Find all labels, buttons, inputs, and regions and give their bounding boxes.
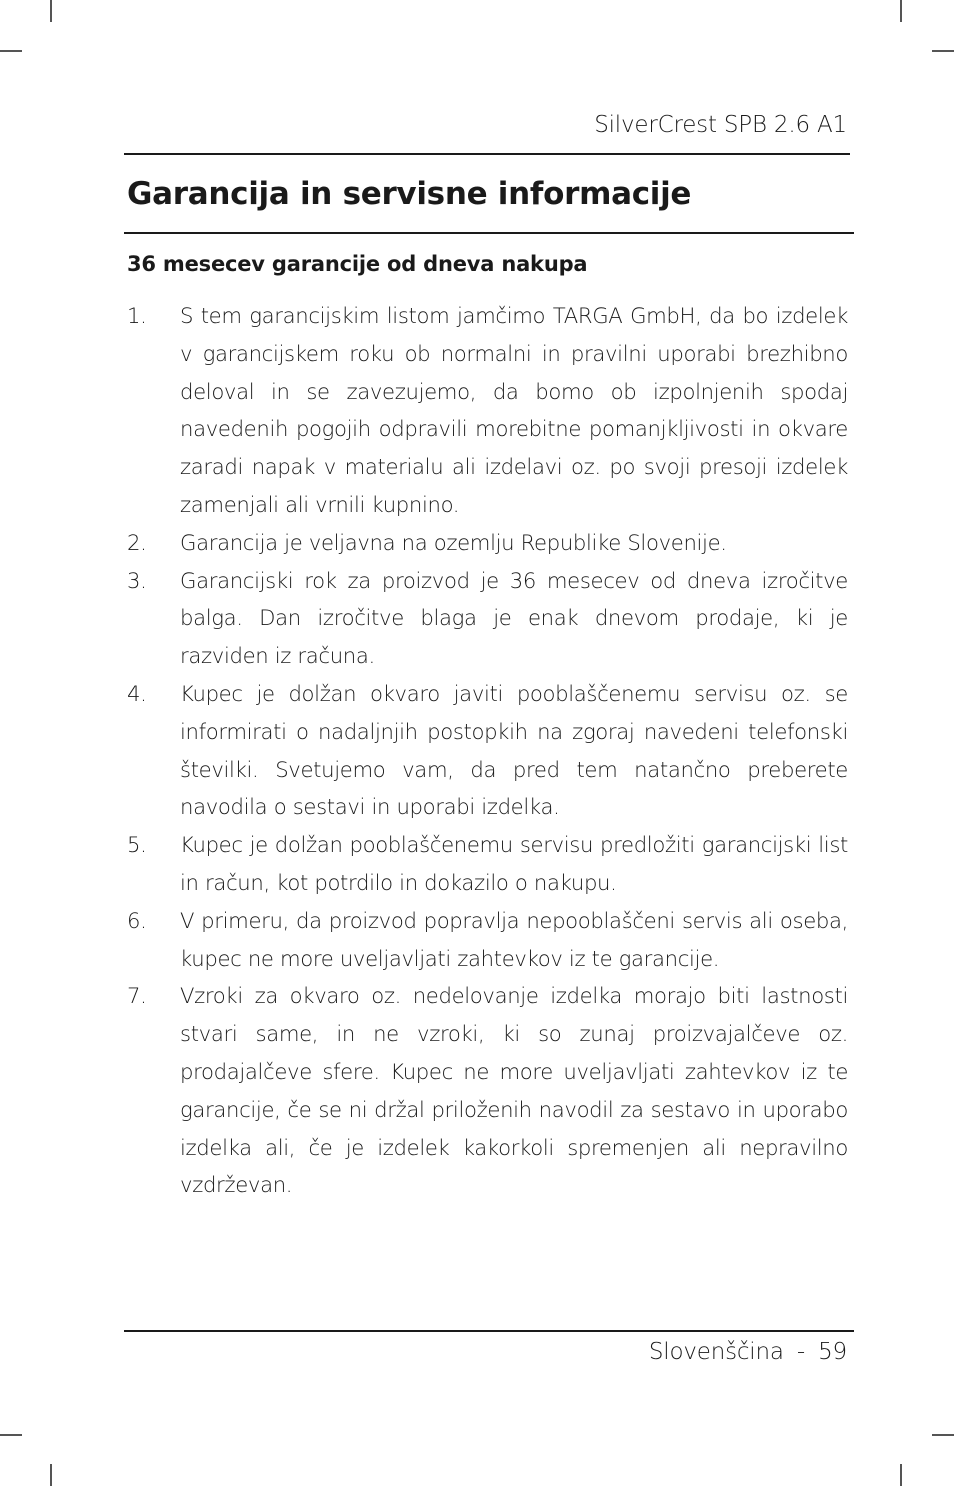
list-item	[127, 902, 848, 978]
item-text: Kupec je dolžan okvaro javiti pooblaščenemu servisu oz. se informirati o nadaljnjih postopkih na zgoraj navedeni telefonski številki. Svetujemo vam, da pred tem natančno preberete navodila o sestavi in uporabi izdelka.	[180, 680, 848, 820]
running-header	[124, 112, 847, 138]
crop-mark	[50, 1464, 52, 1486]
item-number: 3.	[127, 567, 147, 593]
section-subtitle: 36 mesecev garancije od dneva nakupa	[127, 252, 588, 276]
list-item	[127, 297, 848, 524]
page-title: Garancija in servisne informacije	[127, 176, 692, 212]
list-item	[127, 675, 848, 826]
item-text: Garancijski rok za proizvod je 36 mesecev od dneva izročitve balga. Dan izročitve blaga je enak dnevom prodaje, ki je razviden iz računa.	[180, 567, 848, 669]
crop-mark	[0, 1434, 22, 1436]
item-text: Vzroki za okvaro oz. nedelovanje izdelka morajo biti lastnosti stvari same, in ne vzroki, ki so zunaj proizvajalčeve oz. prodajalčeve sfere. Kupec ne more uveljavljati zahtevkov iz te garancije, če se ni držal priloženih navodil za sestavo in uporabo izdelka ali, če je izdelek kakorkoli spremenjen ali nepravilno vzdrževan.	[180, 983, 848, 1198]
item-number: 6.	[127, 907, 147, 933]
item-text: Garancija je veljavna na ozemlju Republike Slovenije.	[180, 529, 727, 555]
list-item	[127, 826, 848, 902]
crop-mark	[900, 1464, 902, 1486]
footer-separator: -	[796, 1339, 805, 1365]
item-number: 5.	[127, 832, 147, 858]
item-number: 4.	[127, 680, 147, 706]
footer-rule	[124, 1330, 854, 1332]
warranty-conditions-list	[127, 297, 848, 1204]
page-footer	[124, 1339, 847, 1365]
footer-language: Slovenščina	[648, 1339, 784, 1365]
page-number: 59	[818, 1339, 847, 1365]
list-item	[127, 977, 848, 1204]
item-text: V primeru, da proizvod popravlja nepooblaščeni servis ali oseba, kupec ne more uveljavljati zahtevkov iz te garancije.	[180, 907, 848, 971]
title-rule	[124, 232, 854, 234]
item-text: S tem garancijskim listom jamčimo TARGA GmbH, da bo izdelek v garancijskem roku ob normalni in pravilni uporabi brezhibno deloval in se zavezujemo, da bomo ob izpolnjenih spodaj navedenih pogojih odpravili morebitne pomanjkljivosti in okvare zaradi napak v materialu ali izdelavi oz. po svoji presoji izdelek zamenjali ali vrnili kupnino.	[180, 303, 848, 517]
item-number: 2.	[127, 529, 147, 555]
item-number: 7.	[127, 983, 147, 1009]
item-number: 1.	[127, 303, 147, 328]
crop-mark	[50, 0, 52, 22]
crop-mark	[932, 50, 954, 52]
header-rule	[124, 153, 850, 155]
list-item	[127, 562, 848, 675]
list-item	[127, 524, 848, 562]
crop-mark	[900, 0, 902, 22]
product-name: SilverCrest SPB 2.6 A1	[594, 112, 847, 138]
crop-mark	[932, 1434, 954, 1436]
crop-mark	[0, 50, 22, 52]
item-text: Kupec je dolžan pooblaščenemu servisu predložiti garancijski list in račun, kot potrdilo in dokazilo o nakupu.	[180, 832, 848, 895]
